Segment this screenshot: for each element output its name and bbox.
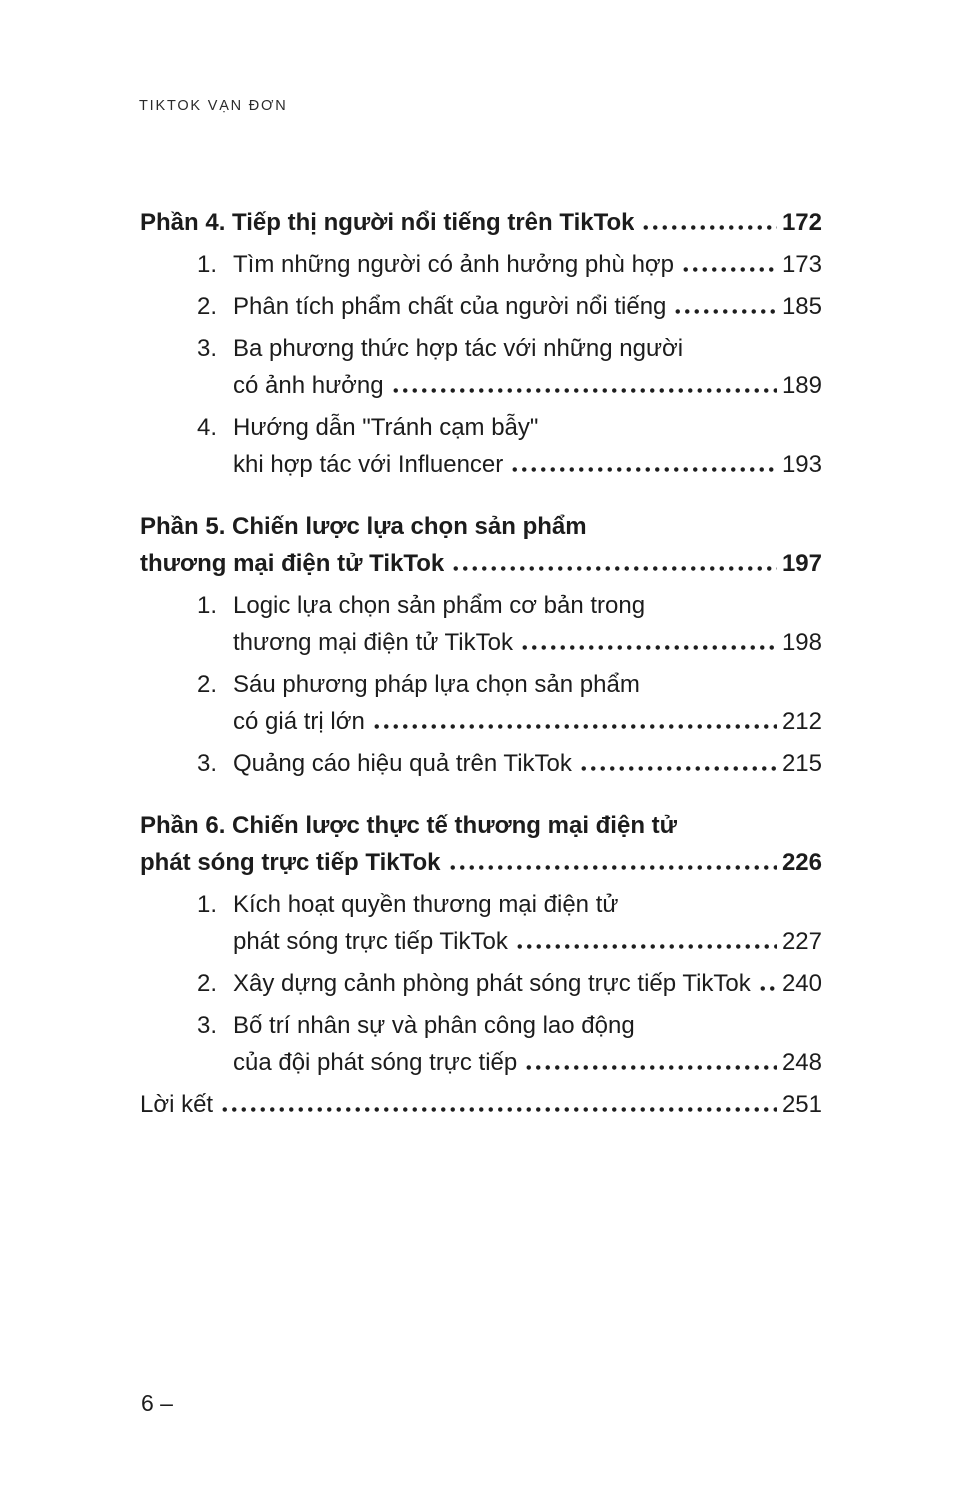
toc-entry-number: 4. [197,414,218,441]
toc-page-number: 248 [781,1049,822,1076]
toc-page-number: 173 [781,251,822,278]
toc-line [140,807,822,844]
running-header: TIKTOK VẠN ĐƠN [139,98,288,114]
toc-line [140,409,822,446]
toc-page-number: 212 [781,708,822,735]
toc-entry-text: Bố trí nhân sự và phân công lao động [233,1012,635,1039]
toc-leader-dots [641,225,776,230]
toc-entry-number: 1. [197,891,218,918]
toc-line [140,624,822,661]
page-number-footer: 6 – [141,1390,173,1416]
toc-entry [140,886,822,960]
toc-entry [140,246,822,283]
toc-entry-text: khi hợp tác với Influencer [233,451,504,478]
toc-entry-text: Kích hoạt quyền thương mại điện tử [233,891,619,918]
toc-entry-text: thương mại điện tử TikTok [140,550,445,577]
toc-line [140,844,822,881]
toc-entry-text: Phần 4. Tiếp thị người nổi tiếng trên TikTok [140,209,635,236]
toc-entry-text: Phân tích phẩm chất của người nổi tiếng [233,293,667,320]
toc-entry [140,409,822,483]
toc-entry [140,508,822,582]
toc-page-number: 227 [781,928,822,955]
toc-page-number: 193 [781,451,822,478]
toc-line [140,587,822,624]
toc-line [140,666,822,703]
toc-leader-dots [673,309,777,314]
toc-line [140,204,822,241]
toc-entry-text: Phần 5. Chiến lược lựa chọn sản phẩm [140,513,587,540]
toc-leader-dots [758,986,777,991]
toc-entry [140,330,822,404]
toc-entry-number: 3. [197,335,218,362]
toc-page-number: 215 [781,750,822,777]
toc-line [140,1044,822,1081]
toc-line [140,545,822,582]
toc-line [140,288,822,325]
toc-page-number: 185 [781,293,822,320]
toc-entry-text: Quảng cáo hiệu quả trên TikTok [233,750,572,777]
toc-page-number: 197 [781,550,822,577]
toc-entry [140,807,822,881]
toc-line [140,965,822,1002]
toc-entry-text: của đội phát sóng trực tiếp [233,1049,518,1076]
toc-entry-number: 3. [197,1012,218,1039]
toc-entry-text: phát sóng trực tiếp TikTok [140,849,441,876]
toc-entry [140,204,822,241]
toc-entry [140,288,822,325]
toc-leader-dots [510,467,777,472]
toc-entry-text: Xây dựng cảnh phòng phát sóng trực tiếp TikTok [233,970,751,997]
toc-entry-text: Sáu phương pháp lựa chọn sản phẩm [233,671,640,698]
toc-line [140,703,822,740]
toc-entry-text: Logic lựa chọn sản phẩm cơ bản trong [233,592,646,619]
toc-entry-text: có giá trị lớn [233,708,365,735]
toc-leader-dots [524,1065,777,1070]
toc-leader-dots [372,724,777,729]
toc-entry-text: Lời kết [140,1091,214,1118]
toc-line [140,1007,822,1044]
toc-entry-number: 2. [197,293,218,320]
toc-entry-text: Tìm những người có ảnh hưởng phù hợp [233,251,674,278]
toc-page-number: 251 [781,1091,822,1118]
toc-entry-text: thương mại điện tử TikTok [233,629,513,656]
toc-entry-number: 1. [197,251,218,278]
toc-page-number: 172 [781,209,822,236]
toc-entry [140,666,822,740]
toc-line [140,886,822,923]
toc-page-number: 198 [781,629,822,656]
toc-entry [140,1086,822,1123]
toc-entry-text: Phần 6. Chiến lược thực tế thương mại điện tử [140,812,678,839]
toc-line [140,446,822,483]
toc-leader-dots [579,766,777,771]
toc-entry [140,587,822,661]
toc-leader-dots [451,566,777,571]
toc-entry-text: Ba phương thức hợp tác với những người [233,335,684,362]
toc-entry [140,965,822,1002]
toc-leader-dots [220,1107,777,1112]
toc-leader-dots [391,388,777,393]
toc-leader-dots [515,944,777,949]
toc-line [140,1086,822,1123]
toc-line [140,745,822,782]
toc-leader-dots [520,645,777,650]
toc-entry-number: 2. [197,671,218,698]
toc-entry-text: Hướng dẫn "Tránh cạm bẫy" [233,414,539,441]
toc-leader-dots [448,865,777,870]
toc-line [140,246,822,283]
toc-entry-text: có ảnh hưởng [233,372,384,399]
toc-line [140,923,822,960]
toc-page-number: 189 [781,372,822,399]
toc-entry [140,1007,822,1081]
toc-line [140,367,822,404]
toc-line [140,330,822,367]
toc-entry-text: phát sóng trực tiếp TikTok [233,928,508,955]
toc-line [140,508,822,545]
toc-entry-number: 3. [197,750,218,777]
toc-leader-dots [681,267,777,272]
toc-page-number: 240 [781,970,822,997]
toc-entry-number: 1. [197,592,218,619]
toc-page-number: 226 [781,849,822,876]
toc-entry [140,745,822,782]
table-of-contents [140,179,822,1123]
toc-entry-number: 2. [197,970,218,997]
